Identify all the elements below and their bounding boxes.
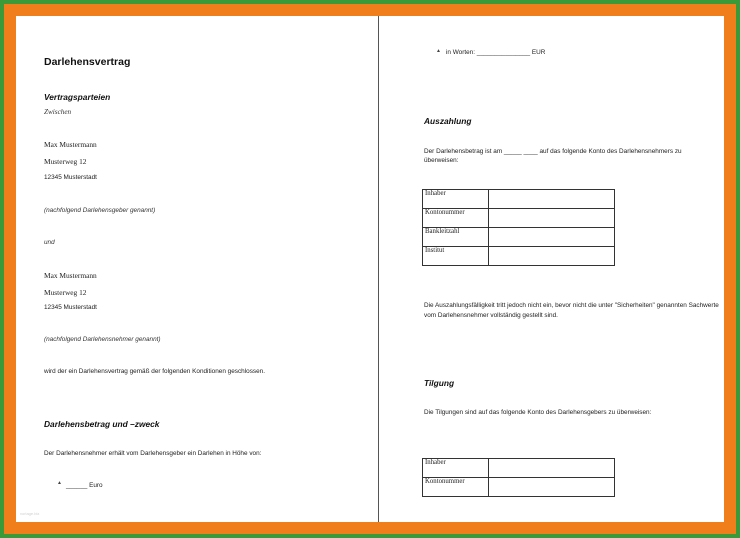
- payout-account-table: [422, 189, 615, 266]
- document-page-right: [379, 16, 724, 522]
- outer-frame-top: [0, 0, 740, 4]
- borrower-name: Max Mustermann: [44, 271, 97, 280]
- amount-euro-field: ______ Euro: [66, 482, 103, 489]
- table-row: [423, 190, 615, 209]
- table-cell-value[interactable]: [489, 228, 615, 247]
- lender-name: Max Mustermann: [44, 140, 97, 149]
- lender-city: 12345 Musterstadt: [44, 174, 97, 181]
- table-cell-value[interactable]: [489, 459, 615, 478]
- table-cell-label: Inhaber: [423, 190, 489, 209]
- document-title: Darlehensvertrag: [44, 56, 131, 68]
- table-cell-value[interactable]: [489, 190, 615, 209]
- bullet-icon: ▲: [436, 48, 441, 54]
- concluded-text: wird der ein Darlehensvertrag gemäß der folgenden Konditionen geschlossen.: [44, 368, 265, 375]
- table-cell-label: Kontonummer: [423, 209, 489, 228]
- repayment-account-table: [422, 458, 615, 497]
- payout-text: Der Darlehensbetrag ist am _____ ____ auf das folgende Konto des Darlehensnehmers zu überweisen:: [424, 148, 682, 164]
- between-label: Zwischen: [44, 108, 72, 116]
- borrower-note: (nachfolgend Darlehensnehmer genannt): [44, 336, 161, 343]
- outer-frame-left: [0, 0, 4, 538]
- table-cell-value[interactable]: [489, 247, 615, 266]
- table-cell-label: Institut: [423, 247, 489, 266]
- bullet-icon: ▲: [57, 480, 62, 486]
- table-cell-label: Inhaber: [423, 459, 489, 478]
- table-row: [423, 247, 615, 266]
- amount-in-words-field: in Worten: _______________ EUR: [446, 49, 546, 56]
- borrower-city: 12345 Musterstadt: [44, 304, 97, 311]
- table-row: [423, 209, 615, 228]
- borrower-street: Musterweg 12: [44, 288, 87, 297]
- repayment-text: Die Tilgungen sind auf das folgende Konto des Darlehensgebers zu überweisen:: [424, 409, 652, 416]
- watermark: vorlage.biz: [20, 511, 40, 516]
- table-cell-value[interactable]: [489, 209, 615, 228]
- table-cell-label: Kontonummer: [423, 478, 489, 497]
- lender-street: Musterweg 12: [44, 157, 87, 166]
- due-text: Die Auszahlungsfälligkeit tritt jedoch nicht ein, bevor nicht die unter "Sicherheiten" genannten Sachwerte vom Darlehensnehmer vollständig gestellt sind.: [424, 302, 719, 319]
- table-row: [423, 459, 615, 478]
- table-cell-label: Bankleitzahl: [423, 228, 489, 247]
- outer-frame-bottom: [0, 534, 740, 538]
- document-page-left: [16, 16, 378, 522]
- amount-heading: Darlehensbetrag und –zweck: [44, 419, 160, 429]
- table-row: [423, 478, 615, 497]
- table-cell-value[interactable]: [489, 478, 615, 497]
- amount-text: Der Darlehensnehmer erhält vom Darlehensgeber ein Darlehen in Höhe von:: [44, 450, 262, 457]
- outer-frame-right: [736, 0, 740, 538]
- repayment-heading: Tilgung: [424, 378, 455, 388]
- parties-heading: Vertragsparteien: [44, 92, 111, 102]
- and-label: und: [44, 239, 55, 246]
- lender-note: (nachfolgend Darlehensgeber genannt): [44, 207, 156, 214]
- table-row: [423, 228, 615, 247]
- payout-heading: Auszahlung: [424, 116, 472, 126]
